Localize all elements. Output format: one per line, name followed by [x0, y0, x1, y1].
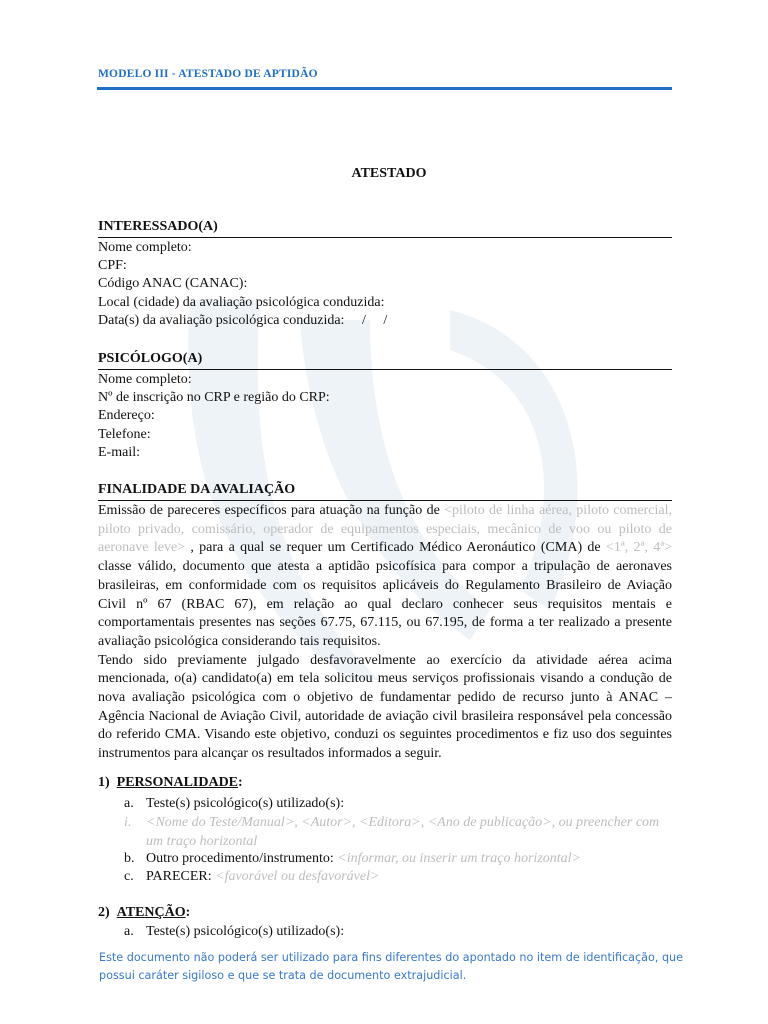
item-c-label: PARECER:	[146, 869, 216, 884]
field-telefone: Telefone:	[98, 426, 151, 442]
sec2-item-a: Teste(s) psicológico(s) utilizado(s):	[146, 924, 345, 939]
field-endereco: Endereço:	[98, 408, 155, 424]
section-rule	[98, 369, 672, 370]
sec1-item-c	[146, 868, 379, 887]
item-b-placeholder: <informar, ou inserir um traço horizontal>	[337, 851, 581, 866]
item-c-placeholder: <favorável ou desfavorável>	[215, 869, 380, 884]
sec1-item-i: <Nome do Teste/Manual>, <Autor>, <Editora>, <Ano de publicação>, ou preencher com um traço horizontal	[146, 815, 660, 849]
section-number: 2)	[98, 905, 110, 920]
classe-placeholder: <1ª, 2ª, 4ª>	[605, 540, 672, 556]
section-number: 1)	[98, 775, 110, 790]
psicologo-heading: PSICÓLOGO(A)	[98, 351, 203, 366]
footer-disclaimer: Este documento não poderá ser utilizado para fins diferentes do apontado no item de identificação, que possui caráter sigiloso e que se trata de documento extrajudicial.	[99, 951, 684, 982]
sec1-item-b-marker: b.	[124, 851, 135, 866]
funcao-placeholder: <piloto de linha aérea, piloto comercial, piloto privado, comissário, operador de equipamentos especiais, mecânico de voo ou piloto de aeronave leve>	[98, 503, 672, 556]
item-b-label: Outro procedimento/instrumento:	[146, 851, 338, 866]
sec1-item-a: Teste(s) psicológico(s) utilizado(s):	[146, 796, 345, 811]
section-colon: :	[185, 905, 191, 920]
sec1-item-c-marker: c.	[124, 869, 134, 884]
field-local: Local (cidade) da avaliação psicológica conduzida:	[98, 294, 385, 310]
p1-text-a: Emissão de pareceres específicos para atuação na função de	[98, 503, 445, 518]
field-data: Data(s) da avaliação psicológica conduzida: / /	[98, 312, 388, 328]
field-canac: Código ANAC (CANAC):	[98, 276, 248, 292]
document-title: ATESTADO	[351, 166, 427, 181]
psicologo-section	[98, 350, 672, 462]
sec1-item-i-marker: i.	[124, 815, 132, 830]
interessado-heading: INTERESSADO(A)	[98, 219, 218, 234]
finalidade-paragraph-2: Tendo sido previamente julgado desfavoravelmente ao exercício da atividade aérea acima mencionada, o(a) candidato(a) em tela solicitou meus serviços profissionais visando a condução de nova avaliação psicológica com o objetivo de fundamentar pedido de recurso junto à ANAC – Agência Nacional de Aviação Civil, autoridade de aviação civil brasileira responsável pela concessão do referido CMA. Visando este objetivo, conduzi os seguintes procedimentos e fiz uso dos seguintes instrumentos para alcançar os resultados informados a seguir.	[98, 652, 672, 762]
header-rule	[97, 87, 672, 90]
section-title: ATENÇÃO	[116, 905, 186, 920]
finalidade-section	[98, 481, 672, 764]
finalidade-heading: FINALIDADE DA AVALIAÇÃO	[98, 482, 296, 497]
section-rule	[98, 500, 672, 501]
header-title: MODELO III - ATESTADO DE APTIDÃO	[98, 68, 318, 80]
sec1-item-a-marker: a.	[124, 796, 134, 811]
field-crp: Nº de inscrição no CRP e região do CRP:	[98, 390, 330, 406]
finalidade-paragraph-1	[98, 502, 672, 652]
sec2-item-a-marker: a.	[124, 924, 134, 939]
section-colon: :	[238, 775, 243, 790]
section-title: PERSONALIDADE	[116, 775, 239, 790]
field-nome-psicologo: Nome completo:	[98, 372, 192, 387]
sec1-item-b	[146, 850, 581, 869]
section-1-heading	[98, 775, 243, 791]
interessado-section	[98, 218, 672, 330]
field-cpf: CPF:	[98, 258, 127, 274]
section-rule	[98, 237, 672, 238]
section-2-heading	[98, 905, 190, 921]
p1-text-b: , para a qual se requer um Certificado Médico Aeronáutico (CMA) de	[185, 540, 606, 556]
field-email: E-mail:	[98, 444, 140, 460]
p1-text-c: classe válido, documento que atesta a aptidão psicofísica para compor a tripulação de aeronaves brasileiras, em conformidade com os requisitos aplicáveis do Regulamento Brasileiro de Aviação Civil nº 67 (RBAC 67), em relação ao qual declaro conhecer seus requisitos mentais e comportamentais presentes nas seções 67.75, 67.115, ou 67.195, de forma a ter realizado a presente avaliação psicológica considerando tais requisitos.	[98, 559, 672, 649]
field-nome: Nome completo:	[98, 240, 192, 255]
